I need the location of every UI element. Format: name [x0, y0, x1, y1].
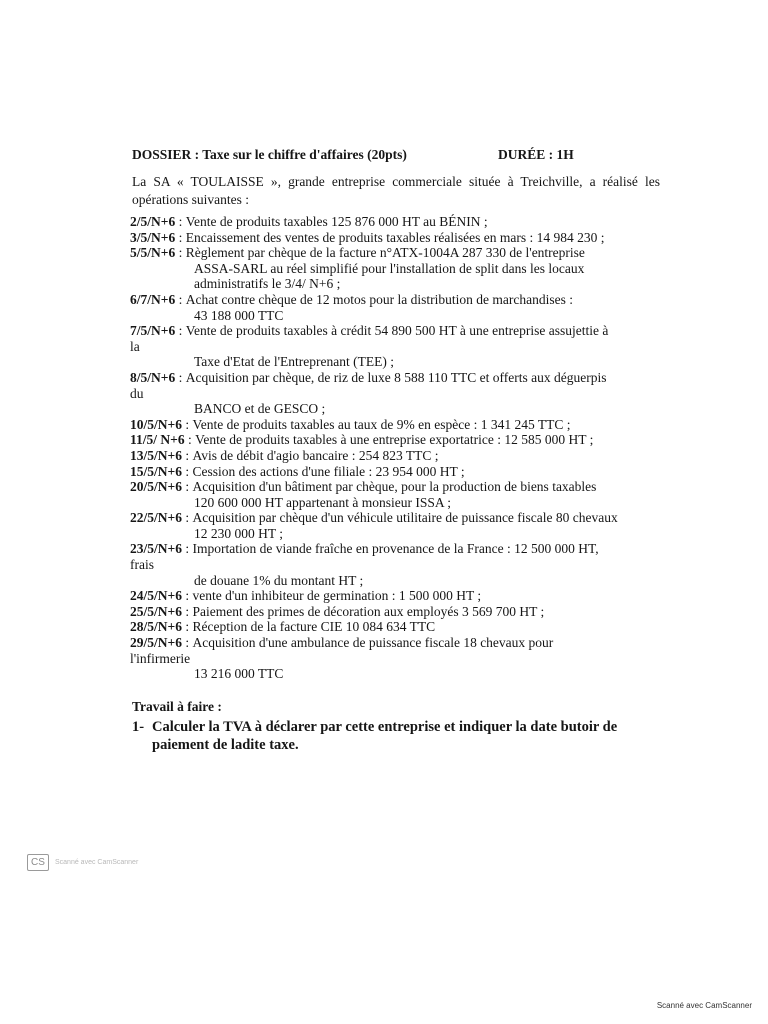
work-title: Travail à faire : [132, 699, 222, 714]
intro-paragraph: La SA « TOULAISSE », grande entreprise commerciale située à Treichville, a réalisé les opérations suivantes : [132, 174, 660, 207]
operation-separator: : [181, 588, 193, 604]
operation-separator: : [181, 619, 193, 635]
operation-date: 3/5/N+6 [130, 229, 176, 245]
operation-date: 24/5/N+6 [130, 588, 182, 604]
operation-separator: : [184, 432, 196, 448]
operation-continuation: 13 216 000 TTC [194, 666, 284, 682]
work-section [132, 698, 660, 754]
operation-continuation: 120 600 000 HT appartenant à monsieur ISSA ; [194, 494, 451, 510]
operation-date: 2/5/N+6 [130, 214, 176, 229]
operation-continuation: 43 188 000 TTC [194, 307, 284, 323]
operation-text: Acquisition par chèque, de riz de luxe 8 588 110 TTC et offerts aux déguerpis [185, 369, 607, 385]
operation-item [130, 541, 664, 557]
operation-text: Cession des actions d'une filiale : 23 954 000 HT ; [192, 463, 465, 479]
camscanner-watermark [27, 854, 138, 871]
operation-continuation: du [130, 385, 144, 401]
operation-date: 13/5/N+6 [130, 447, 182, 463]
operation-item [130, 619, 664, 635]
operation-date: 5/5/N+6 [130, 245, 176, 261]
operation-separator: : [181, 510, 193, 526]
operation-text: Importation de viande fraîche en provenance de la France : 12 500 000 HT, [192, 541, 599, 557]
operation-item [130, 635, 664, 651]
operation-separator: : [175, 323, 186, 339]
camscanner-logo-icon: CS [27, 854, 49, 871]
operation-item [130, 448, 664, 464]
operation-text: Vente de produits taxables au taux de 9% en espèce : 1 341 245 TTC ; [192, 416, 571, 432]
operation-continuation: administratifs le 3/4/ N+6 ; [194, 276, 341, 292]
operation-item [130, 230, 664, 246]
operation-text: Règlement par chèque de la facture n°ATX-1004A 287 330 de l'entreprise [185, 245, 585, 261]
operation-text: Réception de la facture CIE 10 084 634 TTC [192, 619, 436, 635]
dossier-header [132, 147, 662, 167]
operation-separator: : [175, 229, 186, 245]
operation-text: Acquisition par chèque d'un véhicule utilitaire de puissance fiscale 80 chevaux [192, 510, 618, 526]
operation-continuation: 12 230 000 HT ; [194, 525, 284, 541]
operation-continuation: Taxe d'Etat de l'Entreprenant (TEE) ; [194, 354, 394, 370]
operation-text: Achat contre chèque de 12 motos pour la distribution de marchandises : [185, 291, 573, 307]
operation-text: Acquisition d'un bâtiment par chèque, pour la production de biens taxables [192, 479, 597, 495]
operation-item [130, 479, 664, 495]
operation-separator: : [181, 603, 193, 619]
operation-separator: : [181, 447, 193, 463]
operation-separator: : [175, 291, 186, 307]
operation-date: 15/5/N+6 [130, 463, 182, 479]
operation-text: Vente de produits taxables à crédit 54 890 500 HT à une entreprise assujettie à [185, 323, 609, 339]
operation-date: 8/5/N+6 [130, 369, 176, 385]
operation-continuation: BANCO et de GESCO ; [194, 401, 326, 417]
operation-date: 22/5/N+6 [130, 510, 182, 526]
operation-date: 25/5/N+6 [130, 603, 182, 619]
operation-item [130, 417, 664, 433]
operation-date: 28/5/N+6 [130, 619, 182, 635]
operations-list [130, 214, 664, 682]
operation-date: 10/5/N+6 [130, 416, 182, 432]
work-item-number: 1- [132, 719, 145, 735]
operation-date: 6/7/N+6 [130, 291, 176, 307]
operation-text: Encaissement des ventes de produits taxables réalisées en mars : 14 984 230 ; [185, 229, 605, 245]
operation-date: 29/5/N+6 [130, 635, 182, 651]
operation-continuation: la [130, 338, 140, 354]
operation-item [130, 588, 664, 604]
operation-continuation: l'infirmerie [130, 650, 191, 666]
operation-continuation: de douane 1% du montant HT ; [194, 572, 364, 588]
operation-separator: : [175, 369, 186, 385]
camscanner-watermark-text: Scanné avec CamScanner [55, 859, 139, 866]
operation-item [130, 604, 664, 620]
operation-item [130, 245, 664, 261]
operation-separator: : [181, 463, 193, 479]
operation-separator: : [181, 541, 193, 557]
operation-item [130, 510, 664, 526]
operation-item [130, 370, 664, 386]
operation-continuation: frais [130, 557, 154, 573]
operation-separator: : [181, 479, 193, 495]
operation-text: Acquisition d'une ambulance de puissance fiscale 18 chevaux pour [192, 635, 554, 651]
dossier-title: DOSSIER : Taxe sur le chiffre d'affaires (20pts) [132, 147, 407, 162]
operation-item [130, 292, 664, 308]
work-item-text: Calculer la TVA à déclarer par cette entreprise et indiquer la date butoir de paiement de ladite taxe. [152, 719, 618, 753]
operation-date: 11/5/ N+6 [130, 432, 185, 448]
operation-separator: : [175, 245, 186, 261]
operation-continuation: ASSA-SARL au réel simplifié pour l'installation de split dans les locaux [194, 260, 585, 276]
operation-text: vente d'un inhibiteur de germination : 1 500 000 HT ; [192, 588, 482, 604]
operation-separator: : [181, 635, 193, 651]
operation-item [130, 432, 664, 448]
operation-date: 7/5/N+6 [130, 323, 176, 339]
operation-separator: : [181, 416, 193, 432]
operation-text: Vente de produits taxables 125 876 000 HT au BÉNIN ; [185, 214, 488, 229]
operation-text: Paiement des primes de décoration aux employés 3 569 700 HT ; [192, 603, 545, 619]
operation-item [130, 214, 664, 230]
scan-footer: Scanné avec CamScanner [656, 1001, 752, 1010]
operation-text: Avis de débit d'agio bancaire : 254 823 TTC ; [192, 447, 439, 463]
operation-item [130, 464, 664, 480]
exam-duration: DURÉE : 1H [498, 147, 574, 162]
operation-separator: : [175, 214, 186, 229]
operation-text: Vente de produits taxables à une entreprise exportatrice : 12 585 000 HT ; [195, 432, 594, 448]
operation-date: 20/5/N+6 [130, 479, 182, 495]
work-item [132, 718, 660, 754]
operation-item [130, 323, 664, 339]
operation-date: 23/5/N+6 [130, 541, 182, 557]
